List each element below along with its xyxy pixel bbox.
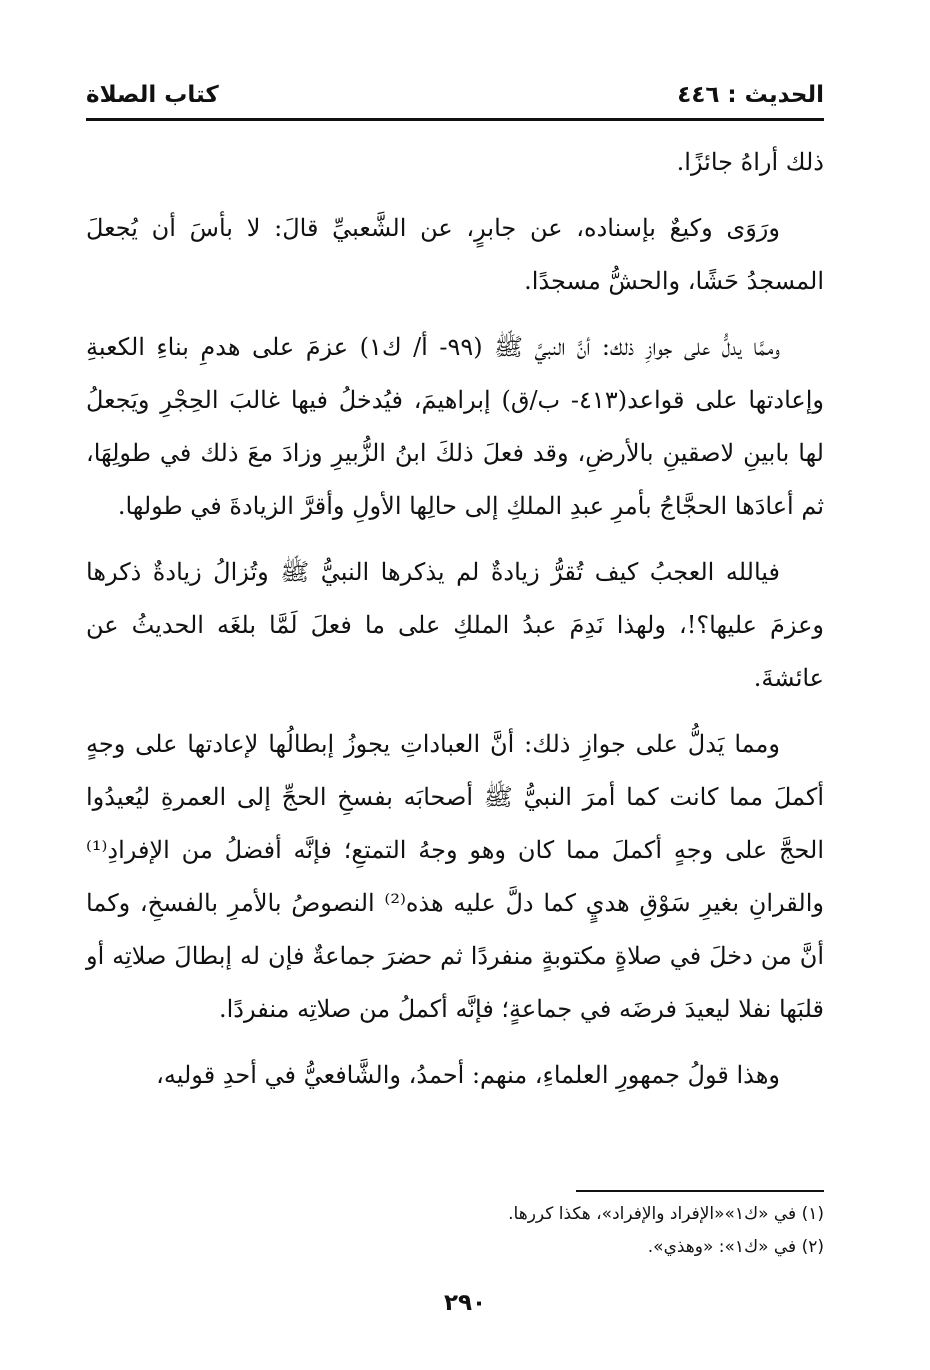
paragraph-4: فيالله العجبُ كيف تُقرُّ زيادةٌ لم يذكرها النبيُّ ﷺ وتُزالُ زيادةٌ ذكرها وعزمَ عليها؟!، ولهذا نَدِمَ عبدُ الملكِ على ما فعلَ لَمَّا بلغَه الحديثُ عن عائشةَ. (86, 558, 824, 692)
footnote-divider (576, 1190, 824, 1192)
paragraph-1: ذلك أراهُ جائزًا. (676, 148, 824, 176)
main-text (86, 136, 824, 1115)
paragraph-2: ورَوَى وكيعٌ بإسناده، عن جابرٍ، عن الشَّعبيِّ قالَ: لا بأسَ أن يُجعلَ المسجدُ حَشًا، والحشُّ مسجدًا. (86, 214, 824, 295)
running-header (86, 82, 824, 122)
chapter-heading: كتاب الصلاة (86, 82, 219, 108)
hadith-number-heading: الحديث : ٤٤٦ (677, 82, 824, 108)
paragraph-6: وهذا قولُ جمهورِ العلماءِ، منهم: أحمدُ، والشَّافعيُّ في أحدِ قوليه، (156, 1061, 780, 1089)
footnote-1: (١) في «ك١»«الإفراد والإفراد»، هكذا كررها. (508, 1204, 824, 1224)
paragraph-3: وممَّا يدلُّ على جوازِ ذلك: أنَّ النبيَّ ﷺ (٩٩- أ/ ك١) عزمَ على هدمِ بناءِ الكعبةِ وإعادتها على قواعد(٤١٣- ب/ق) إبراهيمَ، فيُدخلُ فيها غالبَ الحِجْرِ ويَجعلُ لها بابينِ لاصقينِ بالأرضِ، وقد فعلَ ذلكَ ابنُ الزُّبيرِ وزادَ معَ ذلك في طولِهَا، ثم أعادَها الحجَّاجُ بأمرِ عبدِ الملكِ إلى حالِها الأولِ وأقرَّ الزيادةَ في طولها. (86, 333, 824, 520)
page-number: ٢٩٠ (443, 1290, 487, 1316)
paragraph-5: ومما يَدلُّ على جوازِ ذلك: أنَّ العباداتِ يجوزُ إبطالُها لإعادتها على وجهٍ أكملَ مما كانت كما أمرَ النبيُّ ﷺ أصحابَه بفسخِ الحجِّ إلى العمرةِ ليُعيدُوا الحجَّ على وجهٍ أكملَ مما كان وهو وجهُ التمتعِ؛ فإنَّه أفضلُ من الإفرادِ⁽¹⁾ والقرانِ بغيرِ سَوْقِ هديٍ كما دلَّ عليه هذه⁽²⁾ النصوصُ بالأمرِ بالفسخِ، وكما أنَّ من دخلَ في صلاةٍ مكتوبةٍ منفردًا ثم حضرَ جماعةٌ فإن له إبطالَ صلاتِه أو قلبَها نفلا ليعيدَ فرضَه في جماعةٍ؛ فإنَّه أكملُ من صلاتِه منفردًا. (86, 730, 824, 1023)
footnotes (86, 1198, 824, 1264)
header-divider (86, 118, 824, 121)
footnote-2: (٢) في «ك١»: «وهذي». (647, 1237, 824, 1257)
